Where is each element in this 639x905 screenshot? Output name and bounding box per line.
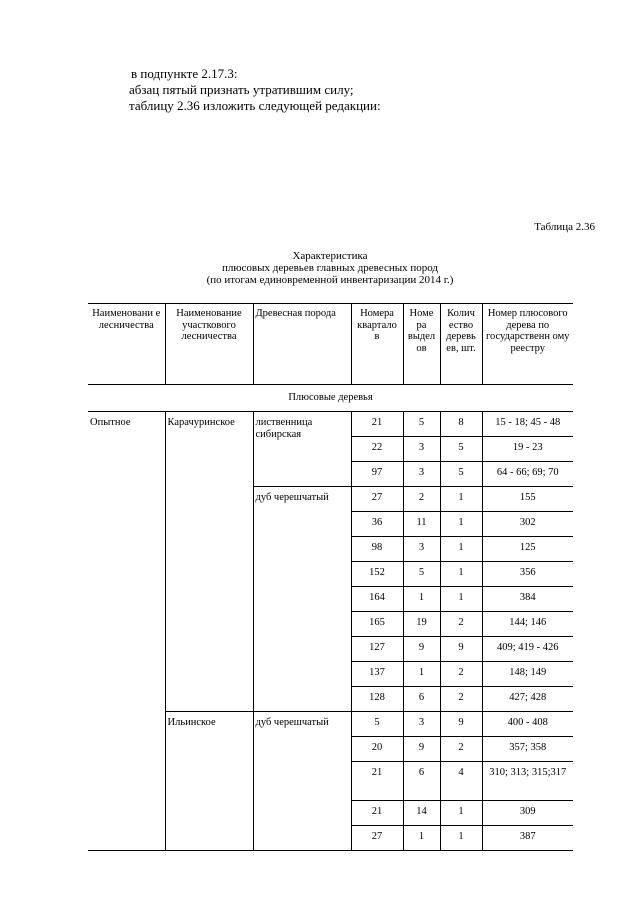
- count-cell: 2: [440, 687, 482, 712]
- registry-cell: 387: [482, 826, 573, 851]
- registry-cell: 155: [482, 487, 573, 512]
- district-cell: Карачуринское: [165, 412, 253, 712]
- quarter-cell: 152: [351, 562, 403, 587]
- count-cell: 1: [440, 487, 482, 512]
- species-cell: дуб черешчатый: [253, 712, 351, 851]
- count-cell: 9: [440, 712, 482, 737]
- allotment-cell: 6: [403, 762, 440, 801]
- registry-cell: 409; 419 - 426: [482, 637, 573, 662]
- quarter-cell: 97: [351, 462, 403, 487]
- forestry-cell: Опытное: [88, 412, 165, 851]
- header-district: Наименование участкового лесничества: [165, 304, 253, 385]
- header-row: [88, 304, 573, 385]
- quarter-cell: 164: [351, 587, 403, 612]
- registry-cell: 400 - 408: [482, 712, 573, 737]
- header-registry: Номер плюсового дерева по государственн ому реестру: [482, 304, 573, 385]
- species-cell: лиственница сибирская: [253, 412, 351, 487]
- section-title: Плюсовые деревья: [88, 385, 573, 412]
- count-cell: 1: [440, 562, 482, 587]
- quarter-cell: 128: [351, 687, 403, 712]
- intro-line-3: таблицу 2.36 изложить следующей редакции:: [129, 98, 381, 113]
- allotment-cell: 9: [403, 737, 440, 762]
- quarter-cell: 5: [351, 712, 403, 737]
- header-count: Колич ество деревь ев, шт.: [440, 304, 482, 385]
- count-cell: 9: [440, 637, 482, 662]
- allotment-cell: 6: [403, 687, 440, 712]
- allotment-cell: 1: [403, 826, 440, 851]
- quarter-cell: 127: [351, 637, 403, 662]
- registry-cell: 302: [482, 512, 573, 537]
- registry-cell: 15 - 18; 45 - 48: [482, 412, 573, 437]
- quarter-cell: 98: [351, 537, 403, 562]
- quarter-cell: 165: [351, 612, 403, 637]
- count-cell: 5: [440, 437, 482, 462]
- header-quarter: Номера квартало в: [351, 304, 403, 385]
- registry-cell: 310; 313; 315;317: [482, 762, 573, 801]
- count-cell: 1: [440, 801, 482, 826]
- allotment-cell: 5: [403, 412, 440, 437]
- header-species: Древесная порода: [253, 304, 351, 385]
- allotment-cell: 11: [403, 512, 440, 537]
- registry-cell: 144; 146: [482, 612, 573, 637]
- allotment-cell: 5: [403, 562, 440, 587]
- count-cell: 1: [440, 587, 482, 612]
- count-cell: 1: [440, 512, 482, 537]
- table-label: Таблица 2.36: [534, 221, 595, 233]
- header-allotment: Номе ра выдел ов: [403, 304, 440, 385]
- quarter-cell: 36: [351, 512, 403, 537]
- caption-subtitle: плюсовых деревьев главных древесных пород: [221, 262, 439, 274]
- registry-cell: 125: [482, 537, 573, 562]
- allotment-cell: 1: [403, 662, 440, 687]
- quarter-cell: 22: [351, 437, 403, 462]
- table-row: [88, 412, 573, 437]
- quarter-cell: 27: [351, 487, 403, 512]
- allotment-cell: 1: [403, 587, 440, 612]
- allotment-cell: 19: [403, 612, 440, 637]
- quarter-cell: 137: [351, 662, 403, 687]
- count-cell: 2: [440, 737, 482, 762]
- registry-cell: 309: [482, 801, 573, 826]
- registry-cell: 19 - 23: [482, 437, 573, 462]
- count-cell: 2: [440, 662, 482, 687]
- caption-note: (по итогам единовременной инвентаризации 2014 г.): [206, 274, 454, 286]
- quarter-cell: 27: [351, 826, 403, 851]
- quarter-cell: 21: [351, 801, 403, 826]
- district-cell: Ильинское: [165, 712, 253, 851]
- section-row: [88, 385, 573, 412]
- plus-trees-table: [88, 303, 573, 851]
- allotment-cell: 3: [403, 712, 440, 737]
- allotment-cell: 9: [403, 637, 440, 662]
- count-cell: 1: [440, 826, 482, 851]
- count-cell: 8: [440, 412, 482, 437]
- registry-cell: 148; 149: [482, 662, 573, 687]
- intro-line-1: в подпункте 2.17.3:: [131, 66, 238, 81]
- registry-cell: 384: [482, 587, 573, 612]
- species-cell: дуб черешчатый: [253, 487, 351, 712]
- allotment-cell: 3: [403, 537, 440, 562]
- count-cell: 1: [440, 537, 482, 562]
- count-cell: 4: [440, 762, 482, 801]
- quarter-cell: 20: [351, 737, 403, 762]
- quarter-cell: 21: [351, 762, 403, 801]
- quarter-cell: 21: [351, 412, 403, 437]
- intro-line-2: абзац пятый признать утратившим силу;: [129, 82, 354, 97]
- caption-title: Характеристика: [292, 250, 368, 262]
- count-cell: 2: [440, 612, 482, 637]
- registry-cell: 357; 358: [482, 737, 573, 762]
- allotment-cell: 3: [403, 462, 440, 487]
- allotment-cell: 3: [403, 437, 440, 462]
- allotment-cell: 2: [403, 487, 440, 512]
- header-forestry: Наименовани е лесничества: [88, 304, 165, 385]
- registry-cell: 356: [482, 562, 573, 587]
- allotment-cell: 14: [403, 801, 440, 826]
- registry-cell: 64 - 66; 69; 70: [482, 462, 573, 487]
- registry-cell: 427; 428: [482, 687, 573, 712]
- count-cell: 5: [440, 462, 482, 487]
